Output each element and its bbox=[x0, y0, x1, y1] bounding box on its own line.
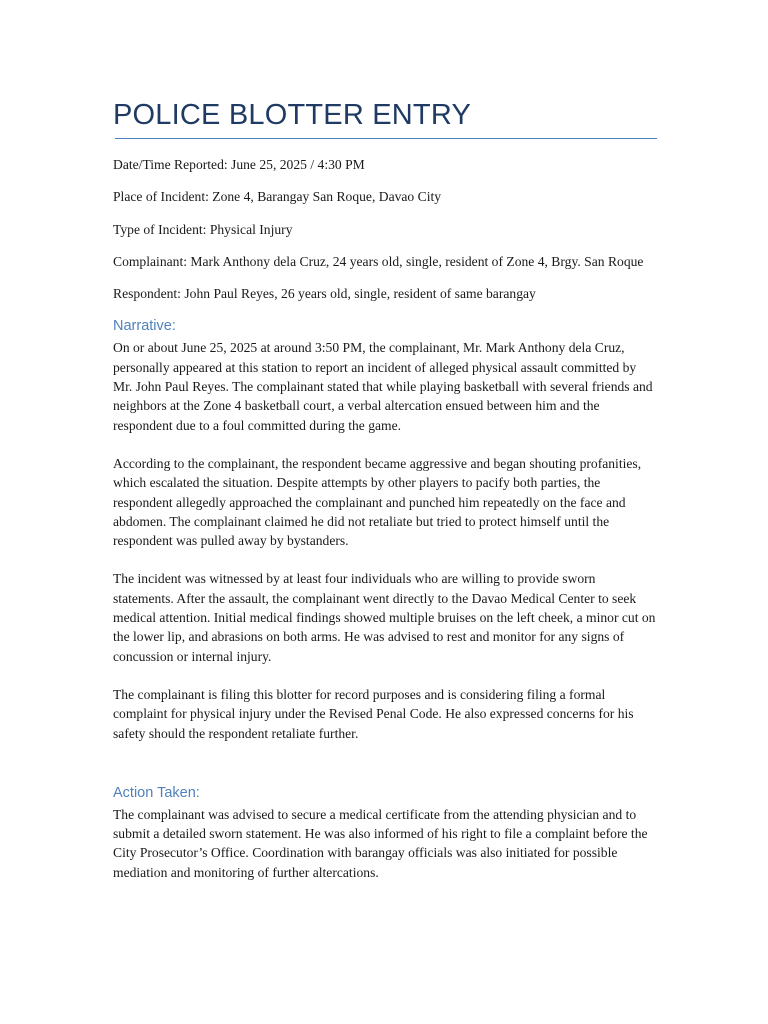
respondent-field: Respondent: John Paul Reyes, 26 years old, single, resident of same barangay bbox=[113, 286, 536, 302]
narrative-heading: Narrative: bbox=[113, 318, 176, 335]
narrative-paragraph-4: The complainant is filing this blotter for record purposes and is considering filing a formal complaint for physical injury under the Revised Penal Code. He also expressed concerns for his safety should the respondent retaliate further. bbox=[113, 686, 634, 741]
action-taken-paragraph: The complainant was advised to secure a medical certificate from the attending physician and to submit a detailed sworn statement. He was also informed of his right to file a complaint before the City Prosecutor’s Office. Coordination with barangay officials was also initiated for possible mediation and monitoring of further altercations. bbox=[113, 806, 648, 880]
narrative-paragraph-2: According to the complainant, the respondent became aggressive and began shouting profanities, which escalated the situation. Despite attempts by other players to pacify both parties, the respondent allegedly approached the complainant and punched him repeatedly on the face and abdomen. The complainant claimed he did not retaliate but tried to protect himself until the respondent was pulled away by bystanders. bbox=[113, 455, 642, 549]
date-time-reported-field: Date/Time Reported: June 25, 2025 / 4:30 PM bbox=[113, 157, 365, 172]
complainant-field: Complainant: Mark Anthony dela Cruz, 24 years old, single, resident of Zone 4, Brgy. San Roque bbox=[113, 253, 644, 269]
narrative-paragraph-1: On or about June 25, 2025 at around 3:50 PM, the complainant, Mr. Mark Anthony dela Cruz, personally appeared at this station to report an incident of alleged physical assault committed by Mr. John Paul Reyes. The complainant stated that while playing basketball with several friends and neighbors at the Zone 4 basketball court, a verbal altercation ensued between him and the respondent due to a foul committed during the game. bbox=[113, 340, 653, 433]
title-divider bbox=[115, 138, 657, 139]
document-title: POLICE BLOTTER ENTRY bbox=[113, 99, 471, 131]
document-page bbox=[113, 0, 658, 882]
narrative-paragraph-3: The incident was witnessed by at least four individuals who are willing to provide sworn statements. After the assault, the complainant went directly to the Davao Medical Center to seek medical attention. Initial medical findings showed multiple bruises on the left cheek, a minor cut on the lower lip, and abrasions on both arms. He was advised to rest and monitor for any signs of concussion or internal injury. bbox=[113, 571, 656, 664]
action-taken-heading: Action Taken: bbox=[113, 784, 200, 801]
type-of-incident-field: Type of Incident: Physical Injury bbox=[113, 221, 293, 237]
place-of-incident-field: Place of Incident: Zone 4, Barangay San Roque, Davao City bbox=[113, 189, 442, 205]
